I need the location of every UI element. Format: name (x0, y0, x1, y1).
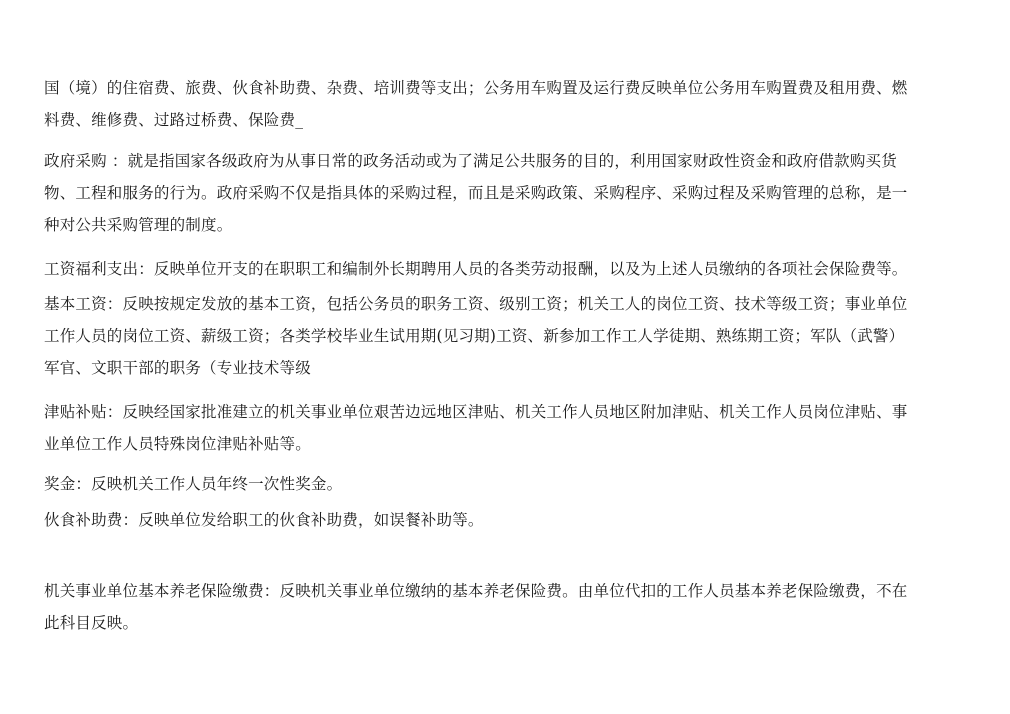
text-line: 此科目反映。 (44, 614, 139, 632)
text-line: 军官、文职干部的职务（专业技术等级 (44, 359, 311, 377)
text-line: 基本工资：反映按规定发放的基本工资，包括公务员的职务工资、级别工资；机关工人的岗位工资、技术等级工资；事业单位 (44, 295, 908, 313)
text-line: 奖金：反映机关工作人员年终一次性奖金。 (44, 475, 343, 493)
text-line: 津贴补贴：反映经国家批准建立的机关事业单位艰苦边远地区津贴、机关工作人员地区附加津贴、机关工作人员岗位津贴、事 (44, 403, 908, 421)
text-line: 工作人员的岗位工资、薪级工资；各类学校毕业生试用期(见习期)工资、新参加工作工人学徒期、熟练期工资；军队（武警） (44, 327, 905, 345)
text-line: 国（境）的住宿费、旅费、伙食补助费、杂费、培训费等支出；公务用车购置及运行费反映单位公务用车购置费及租用费、燃 (44, 79, 908, 97)
paragraph-government-procurement (44, 145, 970, 241)
paragraph-pension-insurance (44, 575, 970, 639)
paragraph-travel-expenses (44, 72, 970, 136)
paragraph-basic-wages (44, 288, 970, 384)
paragraph-bonus (44, 468, 970, 500)
text-line: 伙食补助费：反映单位发给职工的伙食补助费，如误餐补助等。 (44, 511, 484, 529)
paragraph-meal-subsidy (44, 504, 970, 536)
text-line: 种对公共采购管理的制度。 (44, 216, 233, 234)
text-line: 料费、维修费、过路过桥费、保险费_ (44, 111, 304, 129)
text-line: 工资福利支出：反映单位开支的在职职工和编制外长期聘用人员的各类劳动报酬，以及为上述人员缴纳的各项社会保险费等。 (44, 260, 908, 278)
text-line: 政府采购 ：就是指国家各级政府为从事日常的政务活动或为了满足公共服务的目的，利用国家财政性资金和政府借款购买货 (44, 152, 897, 170)
paragraph-allowances (44, 396, 970, 460)
text-line: 业单位工作人员特殊岗位津贴补贴等。 (44, 435, 311, 453)
text-line: 机关事业单位基本养老保险缴费：反映机关事业单位缴纳的基本养老保险费。由单位代扣的工作人员基本养老保险缴费，不在 (44, 582, 908, 600)
text-line: 物、工程和服务的行为。政府采购不仅是指具体的采购过程，而且是采购政策、采购程序、采购过程及采购管理的总称，是一 (44, 184, 908, 202)
paragraph-wages-welfare (44, 253, 970, 285)
